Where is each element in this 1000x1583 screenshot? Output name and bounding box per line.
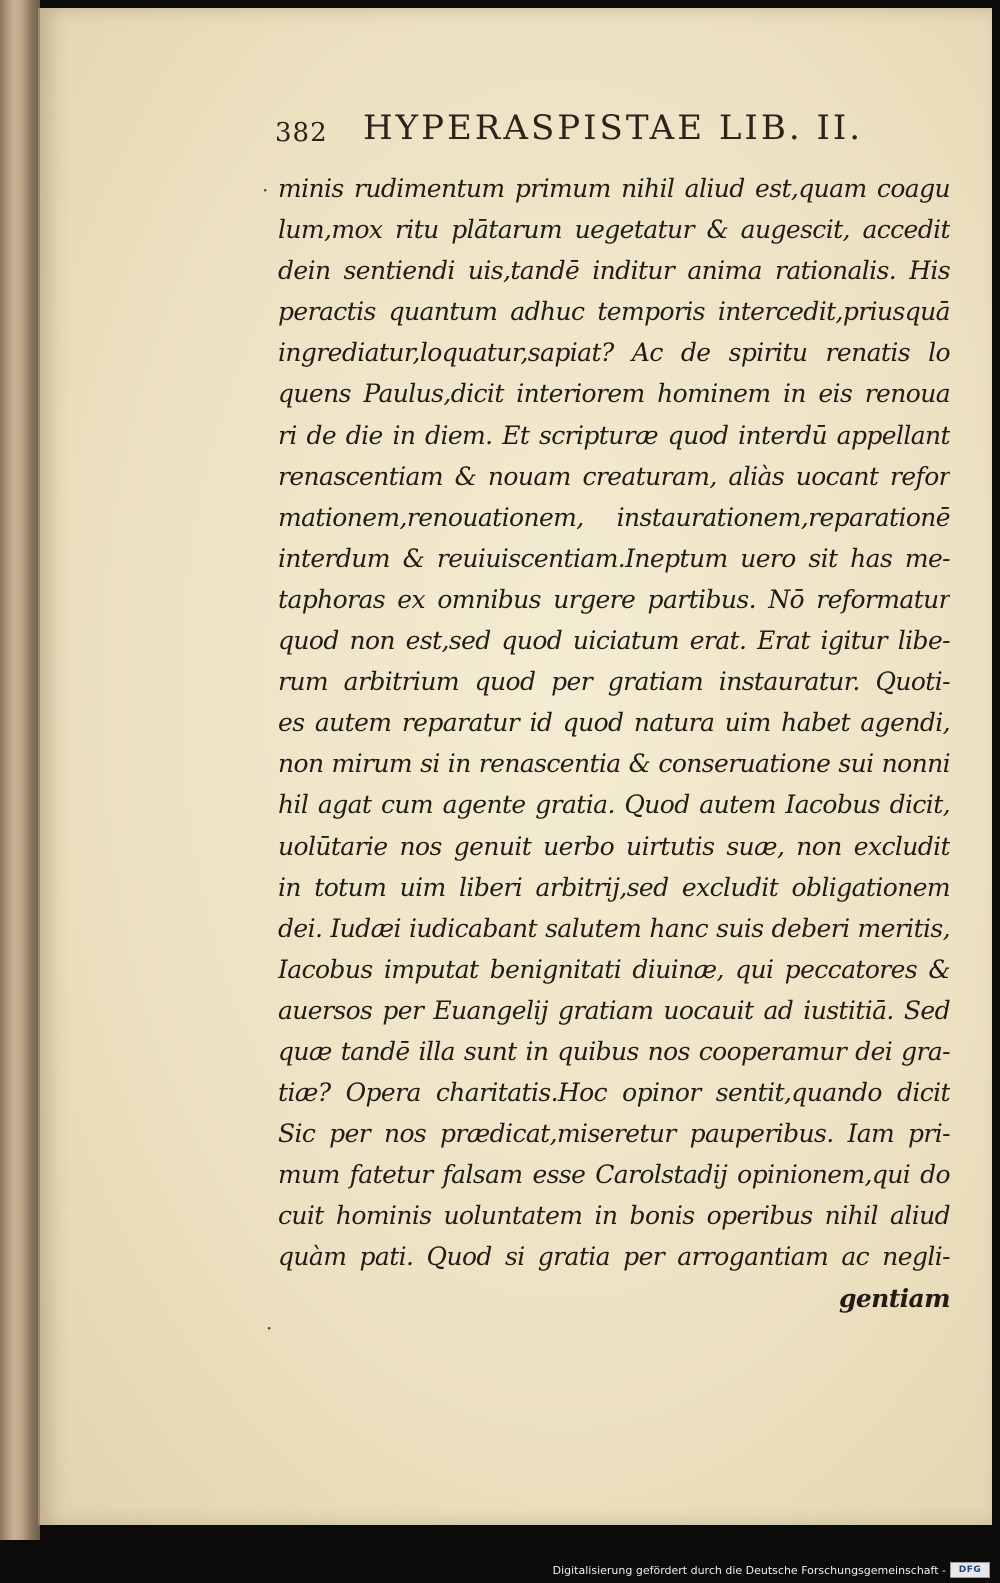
text-line: mationem,renouationem, instaurationem,reparationē [278,502,950,532]
text-line: lum,mox ritu plātarum uegetatur & augescit, accedit [278,215,950,245]
text-line: quàm pati. Quod si gratia per arrogantiam ac negli- [278,1242,950,1272]
text-line: tiæ? Opera charitatis.Hoc opinor sentit,quando dicit [278,1078,950,1108]
text-line: interdum & reuiuiscentiam.Ineptum uero sit has me- [278,543,950,573]
margin-dot-mark: · [266,1316,273,1340]
text-line: uolūtarie nos genuit uerbo uirtutis suæ, non excludit [278,831,950,861]
text-line: auersos per Euangelij gratiam uocauit ad iustitiā. Sed [278,995,950,1025]
text-line: hil agat cum agente gratia. Quod autem Iacobus dicit, [278,790,950,820]
text-line: cuit hominis uoluntatem in bonis operibus nihil aliud [278,1201,950,1231]
text-line: quens Paulus,dicit interiorem hominem in eis renoua [278,379,950,409]
text-line: dei. Iudæi iudicabant salutem hanc suis deberi meritis, [278,913,950,943]
page-header [275,108,915,158]
text-line: taphoras ex omnibus urgere partibus. Nō reformatur [278,584,950,614]
text-line: in totum uim liberi arbitrij,sed excludit obligationem [278,872,950,902]
text-line: Iacobus imputat benignitati diuinæ, qui peccatores & [278,954,950,984]
text-line: rum arbitrium quod per gratiam instauratur. Quoti- [278,667,950,697]
dfg-logo: DFG [950,1562,990,1578]
text-line: es autem reparatur id quod natura uim habet agendi, [278,708,950,738]
footer-bar [0,1540,1000,1583]
text-line: quod non est,sed quod uiciatum erat. Erat igitur libe- [278,626,950,656]
text-line: renascentiam & nouam creaturam, aliàs uocant refor [278,461,950,491]
book-binding-edge [0,0,40,1540]
text-line: dein sentiendi uis,tandē inditur anima rationalis. His [278,256,950,286]
text-line: minis rudimentum primum nihil aliud est,quam coagu [278,174,950,203]
text-line: peractis quantum adhuc temporis intercedit,priusquā [278,297,950,327]
text-line: non mirum si in renascentia & conseruatione sui nonni [278,749,950,779]
page-number: 382 [275,118,328,148]
body-text [278,168,950,1319]
running-head: HYPERASPISTAE LIB. II. [363,108,864,148]
text-line: quæ tandē illa sunt in quibus nos cooperamur dei gra- [278,1036,950,1066]
funding-credit: Digitalisierung gefördert durch die Deutsche Forschungsgemeinschaft - [552,1564,946,1577]
text-line: mum fatetur falsam esse Carolstadij opinionem,qui do [278,1160,950,1190]
text-line: ri de die in diem. Et scripturæ quod interdū appellant [278,420,950,450]
catchword: gentiam [838,1283,950,1313]
margin-dot-mark: · [262,178,269,202]
text-line: Sic per nos prædicat,miseretur pauperibus. Iam pri- [278,1119,950,1149]
text-line: ingrediatur,loquatur,sapiat? Ac de spiritu renatis lo [278,338,950,368]
